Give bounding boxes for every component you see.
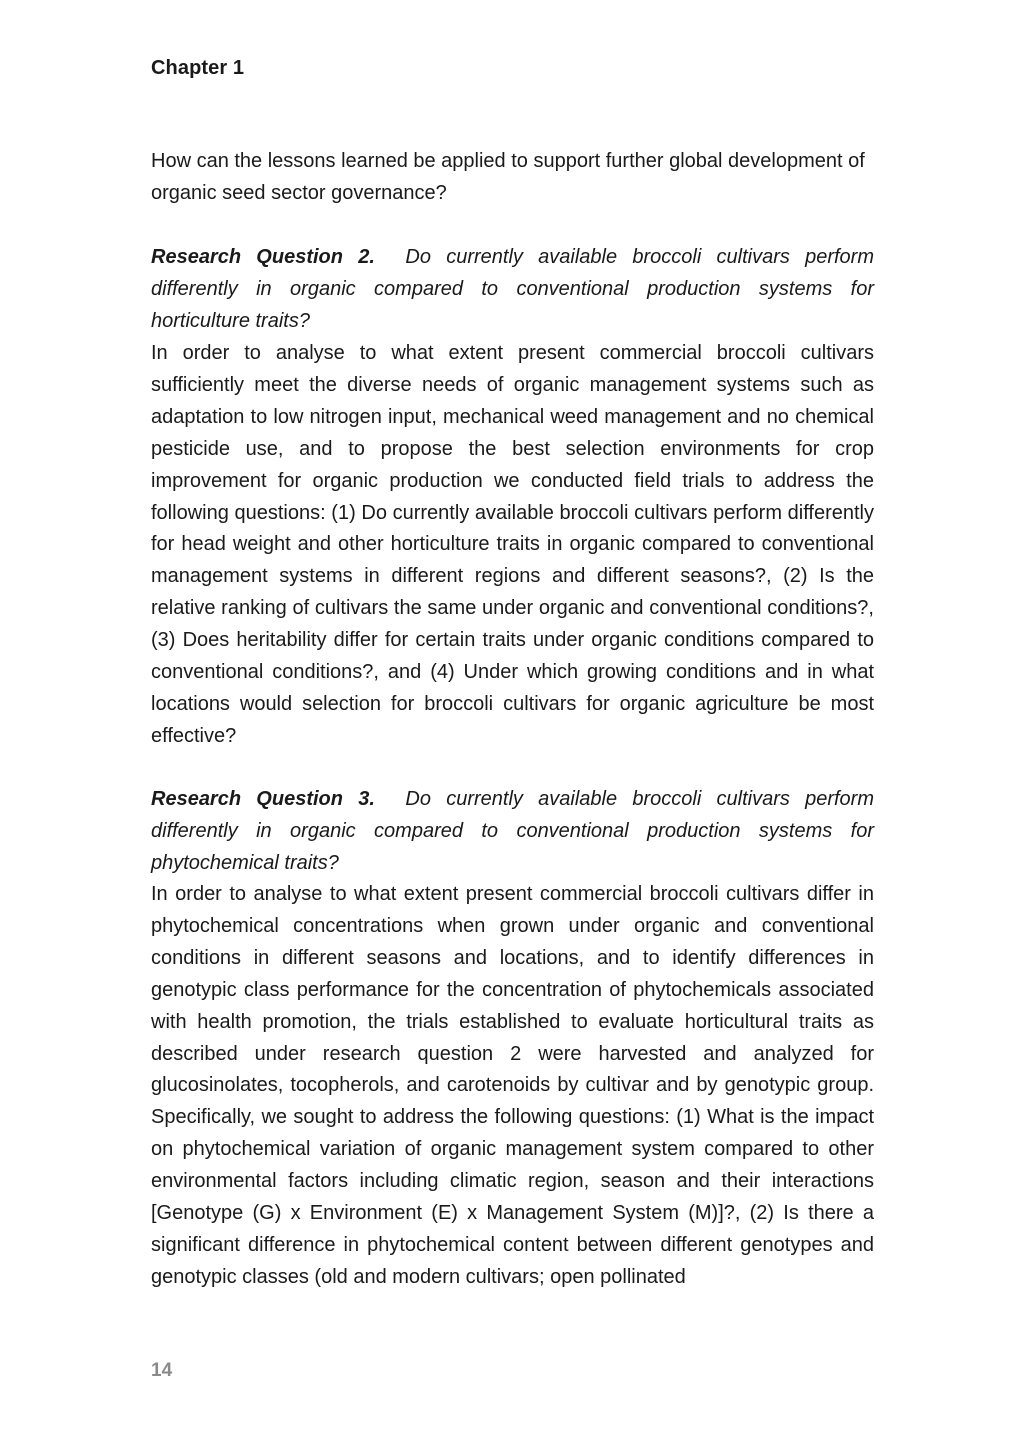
research-question-3 [151, 784, 874, 880]
paragraph-research-question-3: In order to analyse to what extent present commercial broccoli cultivars differ in phytochemical concentrations when grown under organic and conventional conditions in different seasons and locations, and to identify differences in genotypic class performance for the concentration of phytochemicals associated with health promotion, the trials established to evaluate horticultural traits as described under research question 2 were harvested and analyzed for glucosinolates, tocopherols, and carotenoids by cultivar and by genotypic group. Specifically, we sought to address the following questions: (1) What is the impact on phytochemical variation of organic management system compared to other environmental factors including climatic region, season and their interactions [Genotype (G) x Environment (E) x Management System (M)]?, (2) Is there a significant difference in phytochemical content between different genotypes and genotypic classes (old and modern cultivars; open pollinated [151, 883, 874, 1288]
research-question-3-text: Do currently available broccoli cultivars perform differently in organic compared to conventional production systems for phytochemical traits? [151, 788, 874, 874]
research-question-2-label: Research Question 2. [151, 246, 375, 268]
page-number: 14 [151, 1360, 173, 1381]
research-question-3-label: Research Question 3. [151, 788, 375, 810]
research-question-2 [151, 242, 874, 338]
chapter-heading: Chapter 1 [151, 57, 245, 79]
research-question-2-text: Do currently available broccoli cultivars perform differently in organic compared to conventional production systems for horticulture traits? [151, 246, 874, 332]
intro-paragraph: How can the lessons learned be applied to support further global development of organic seed sector governance? [151, 150, 865, 204]
paragraph-research-question-2: In order to analyse to what extent present commercial broccoli cultivars sufficiently meet the diverse needs of organic management systems such as adaptation to low nitrogen input, mechanical weed management and no chemical pesticide use, and to propose the best selection environments for crop improvement for organic production we conducted field trials to address the following questions: (1) Do currently available broccoli cultivars perform differently for head weight and other horticulture traits in organic compared to conventional management systems in different regions and different seasons?, (2) Is the relative ranking of cultivars the same under organic and conventional conditions?, (3) Does heritability differ for certain traits under organic conditions compared to conventional conditions?, and (4) Under which growing conditions and in what locations would selection for broccoli cultivars for organic agriculture be most effective? [151, 342, 874, 747]
